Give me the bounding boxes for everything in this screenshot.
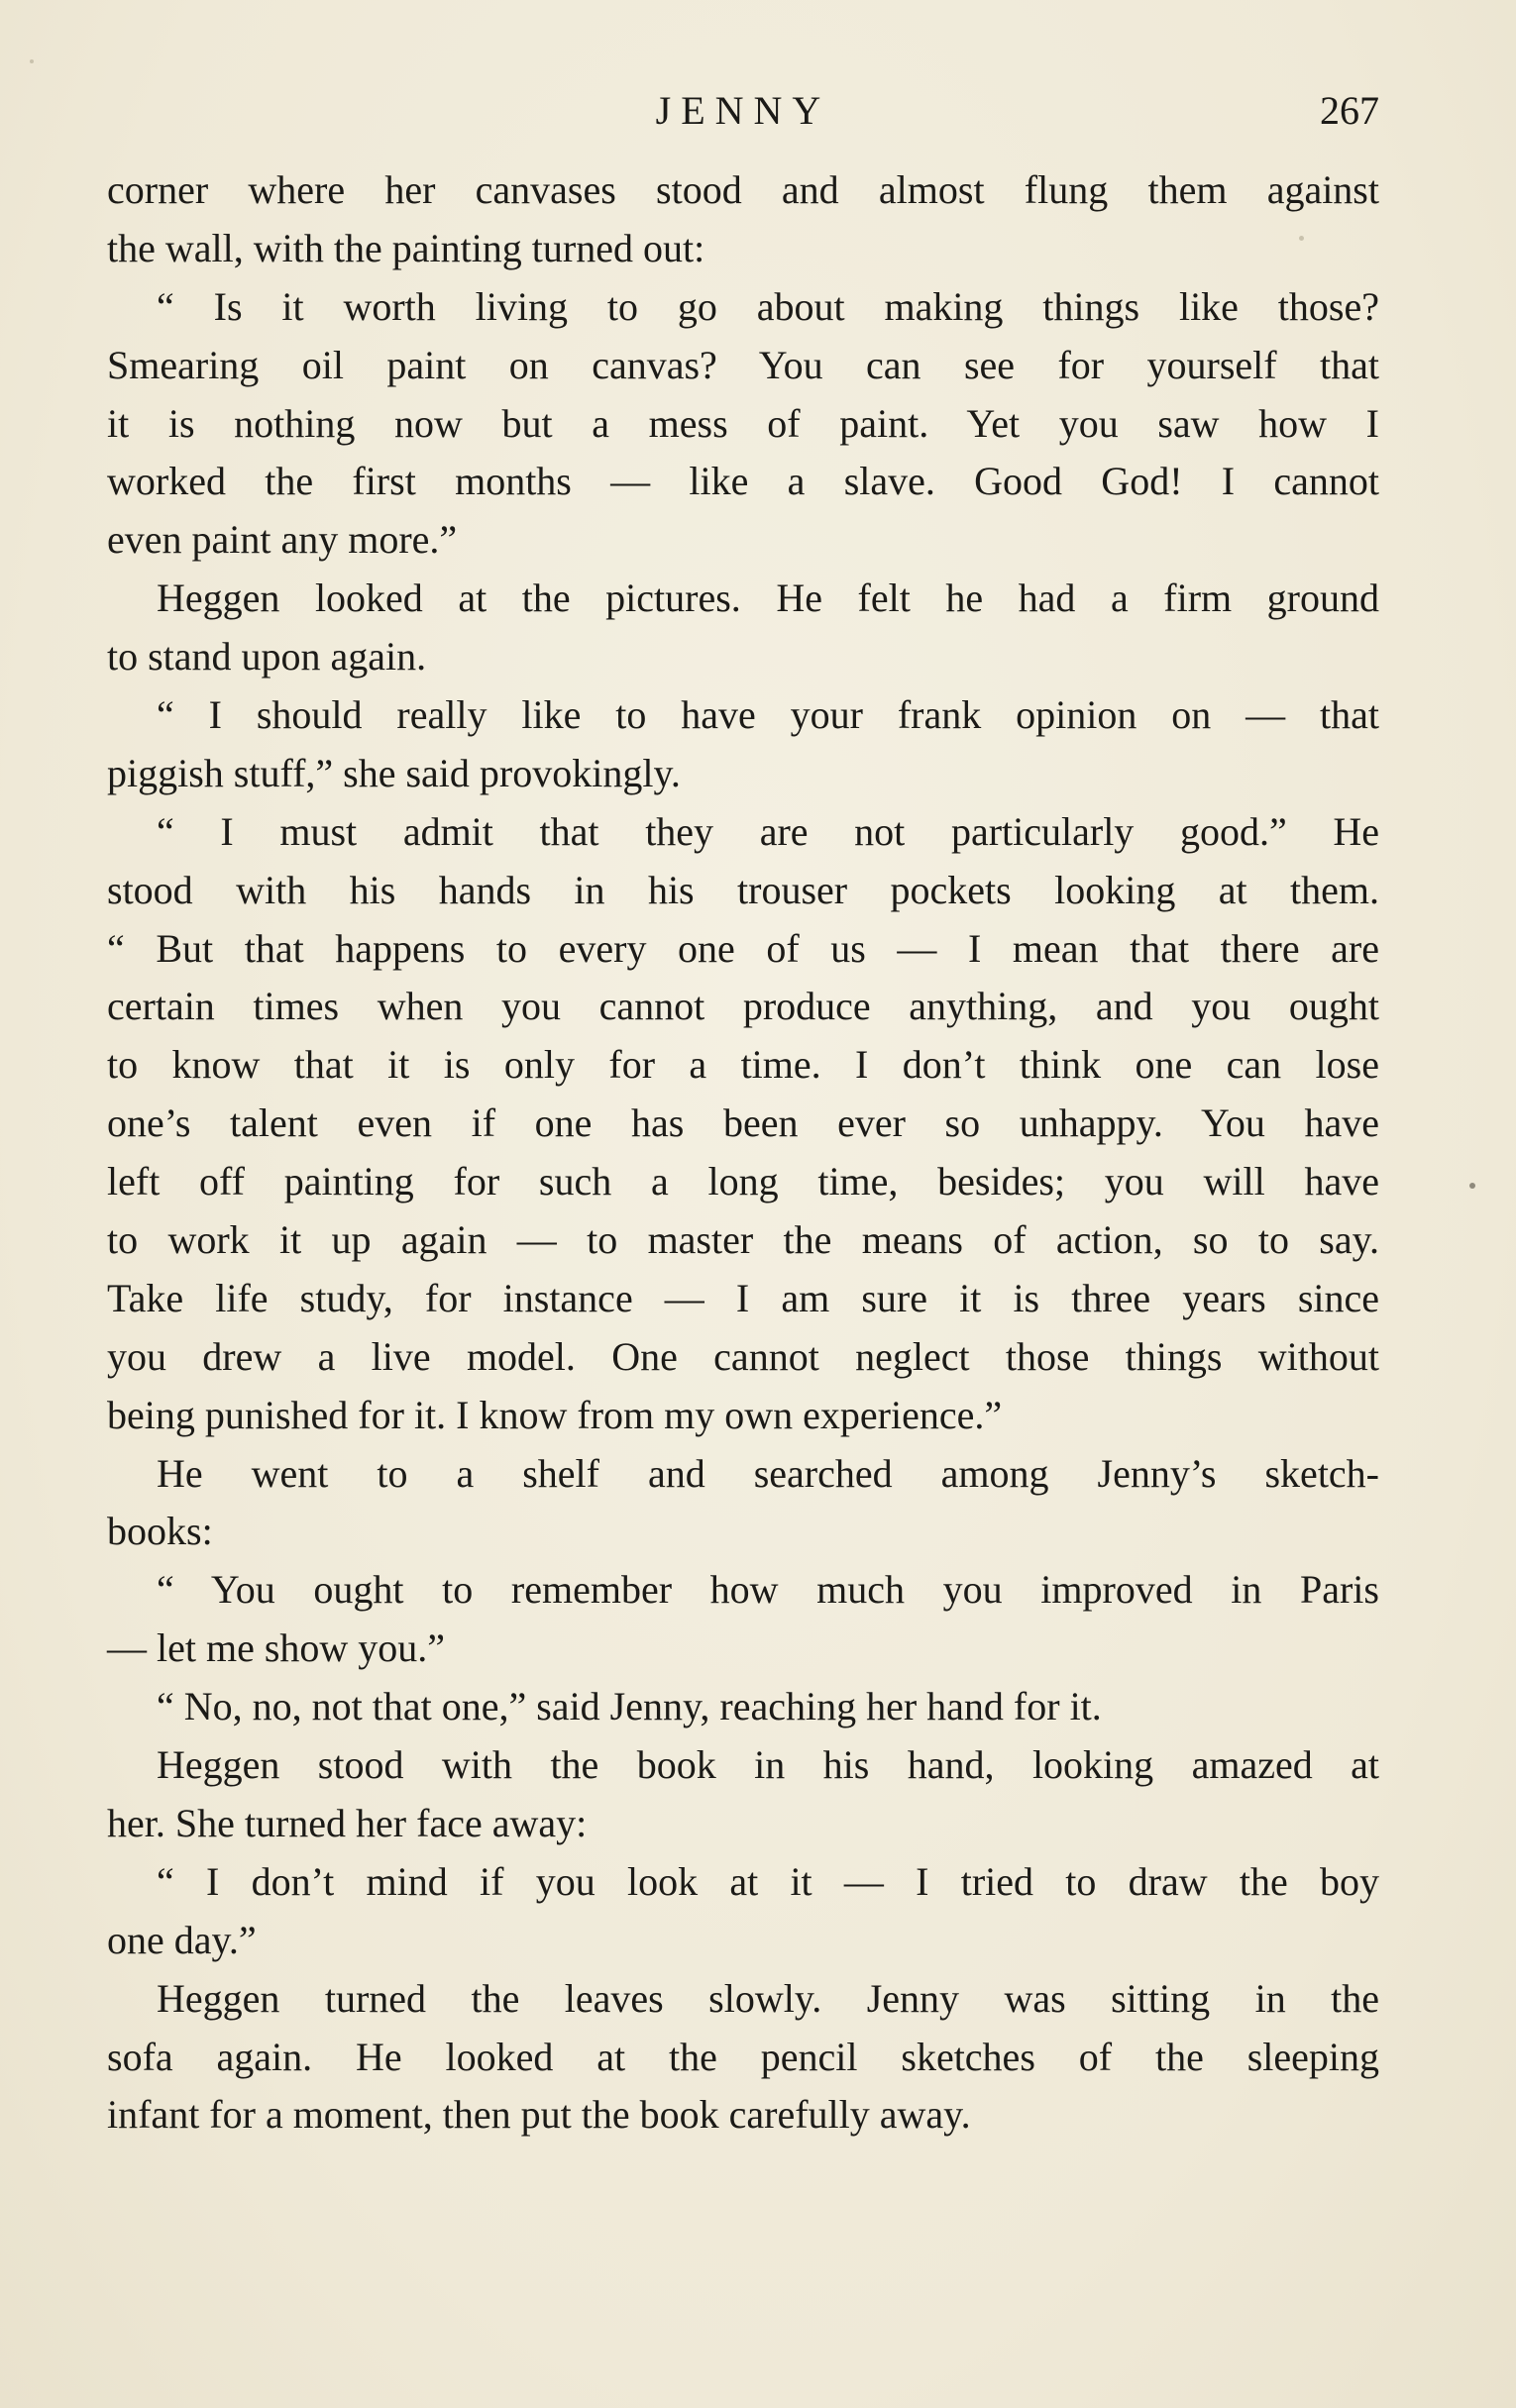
- text-line: books:: [107, 1509, 213, 1554]
- text-line: to know that it is only for a time. I don’t think one can lose: [107, 1042, 1379, 1088]
- text-line: “ I must admit that they are not particularly good.” He: [157, 808, 1379, 854]
- text-line: — let me show you.”: [107, 1625, 446, 1671]
- body-text: [107, 161, 1379, 2145]
- text-line: “ You ought to remember how much you improved in Paris: [157, 1567, 1379, 1613]
- text-line: to stand upon again.: [107, 634, 427, 680]
- text-line: Heggen looked at the pictures. He felt he had a firm ground: [157, 576, 1379, 621]
- text-line: He went to a shelf and searched among Jenny’s sketch-: [157, 1450, 1379, 1496]
- text-line: sofa again. He looked at the pencil sketches of the sleeping: [107, 2034, 1379, 2079]
- text-line: infant for a moment, then put the book carefully away.: [107, 2092, 971, 2138]
- text-line: the wall, with the painting turned out:: [107, 225, 705, 270]
- text-line: Smearing oil paint on canvas? You can see for yourself that: [107, 342, 1379, 387]
- text-line: one’s talent even if one has been ever so unhappy. You have: [107, 1100, 1379, 1146]
- text-line: one day.”: [107, 1917, 257, 1962]
- page-header: [107, 81, 1379, 141]
- page-number: 267: [1320, 88, 1379, 133]
- text-line: “ Is it worth living to go about making things like those?: [157, 283, 1379, 329]
- running-title: JENNY: [655, 88, 831, 133]
- paper-speck: [30, 59, 34, 63]
- text-line: it is nothing now but a mess of paint. Yet you saw how I: [107, 400, 1379, 446]
- text-line: certain times when you cannot produce anything, and you ought: [107, 984, 1379, 1029]
- text-line: Take life study, for instance — I am sure it is three years since: [107, 1275, 1379, 1320]
- text-line: “ I should really like to have your frank opinion on — that: [157, 692, 1379, 738]
- text-line: stood with his hands in his trouser pockets looking at them.: [107, 867, 1379, 912]
- paper-speck: [1469, 1183, 1475, 1189]
- text-line: her. She turned her face away:: [107, 1800, 588, 1845]
- text-line: Heggen stood with the book in his hand, looking amazed at: [157, 1742, 1379, 1788]
- text-line: being punished for it. I know from my own experience.”: [107, 1392, 1003, 1437]
- text-line: “ I don’t mind if you look at it — I tried to draw the boy: [157, 1858, 1379, 1904]
- text-line: to work it up again — to master the means of action, so to say.: [107, 1217, 1379, 1263]
- text-line: “ No, no, not that one,” said Jenny, reaching her hand for it.: [157, 1684, 1102, 1729]
- text-line: Heggen turned the leaves slowly. Jenny was sitting in the: [157, 1975, 1379, 2021]
- text-line: piggish stuff,” she said provokingly.: [107, 750, 681, 795]
- text-line: corner where her canvases stood and almost flung them against: [107, 167, 1379, 212]
- text-line: left off painting for such a long time, besides; you will have: [107, 1159, 1379, 1204]
- text-line: “ But that happens to every one of us — I mean that there are: [107, 925, 1379, 971]
- text-line: worked the first months — like a slave. Good God! I cannot: [107, 459, 1379, 504]
- text-line: even paint any more.”: [107, 517, 458, 563]
- text-line: you drew a live model. One cannot neglect those things without: [107, 1333, 1379, 1379]
